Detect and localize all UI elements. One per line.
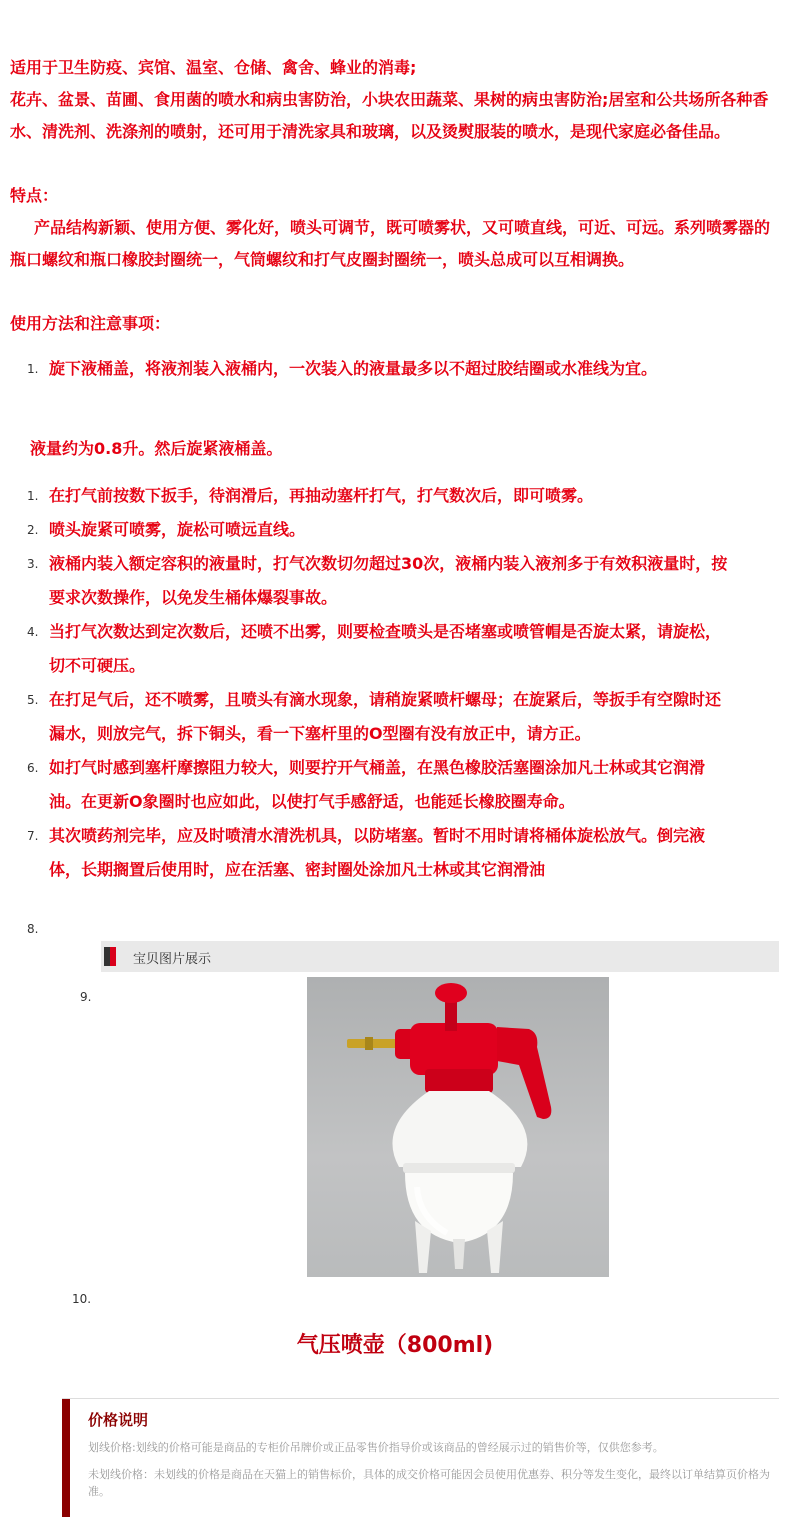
list-item [10,751,730,819]
list-item [10,819,730,887]
list-item-number: 8. [27,922,39,936]
list-item-number: 2. [27,523,39,537]
price-title: 价格说明 [88,1411,149,1429]
intro-line1: 适用于卫生防疫、宾馆、温室、仓储、禽舍、蜂业的消毒; [10,58,417,77]
sprayer-bottle-icon [307,977,609,1277]
list-item-text: 在打气前按数下扳手，待润滑后，再抽动塞杆打气，打气数次后，即可喷雾。 [49,486,594,505]
intro-paragraph: 花卉、盆景、苗圃、食用菌的喷水和病虫害防治，小块农田蔬菜、果树的病虫害防治;居室和公共场所各种香水、清洗剂、洗涤剂的喷射，还可用于清洗家具和玻璃，以及烫熨服装的喷水，是现代家庭必备佳品。 [10,90,769,141]
list-item-number: 1. [27,362,39,376]
list-item [10,683,730,751]
product-photo [307,977,609,1277]
list-item [10,479,730,513]
price-line-regular: 未划线价格：未划线的价格是商品在天猫上的销售标价，具体的成交价格可能因会员使用优惠券、积分等发生变化，最终以订单结算页价格为准。 [88,1468,770,1498]
usage-list-1 [10,352,730,386]
list-item-text: 其次喷药剂完毕，应及时喷清水清洗机具，以防堵塞。暂时不用时请将桶体旋松放气。倒完液体，长期搁置后使用时，应在活塞、密封圈处涂加凡士林或其它润滑油 [49,826,706,879]
list-item [10,615,730,683]
liquid-volume-note: 液量约为0.8升。然后旋紧液桶盖。 [30,439,283,458]
product-caption: 气压喷壶（800ml) [296,1333,494,1358]
list-item-text: 如打气时感到塞杆摩擦阻力较大，则要拧开气桶盖，在黑色橡胶活塞圈涂加凡士林或其它润滑油。在更新O象圈时也应如此，以使打气手感舒适，也能延长橡胶圈寿命。 [49,758,706,811]
list-item [10,547,730,615]
banner-label: 宝贝图片展示 [133,952,212,967]
price-line-strikethrough: 划线价格:划线的价格可能是商品的专柜价吊牌价或正品零售价指导价或该商品的曾经展示过的销售价等，仅供您参考。 [88,1441,664,1454]
list-item-number: 5. [27,693,39,707]
list-item-text: 在打足气后，还不喷雾，且喷头有滴水现象，请稍旋紧喷杆螺母；在旋紧后，等扳手有空隙时还漏水，则放完气，拆下铜头，看一下塞杆里的O型圈有没有放正中，请方正。 [49,690,722,743]
list-item [10,352,730,386]
list-item-text: 液桶内装入额定容积的液量时，打气次数切勿超过30次，液桶内装入液剂多于有效积液量时，按要求次数操作，以免发生桶体爆裂事故。 [49,554,728,607]
list-item-number: 3. [27,557,39,571]
list-item-text: 喷头旋紧可喷雾，旋松可喷远直线。 [49,520,306,539]
list-item-number: 6. [27,761,39,775]
list-item-number: 1. [27,489,39,503]
list-item-number: 7. [27,829,39,843]
features-heading: 特点： [10,186,59,205]
list-item-number: 4. [27,625,39,639]
list-item-text: 旋下液桶盖，将液剂装入液桶内，一次装入的液量最多以不超过胶结圈或水准线为宜。 [49,359,658,378]
banner-accent-icon [110,947,116,966]
usage-list-2 [10,479,730,887]
list-item [10,513,730,547]
list-item-number: 9. [80,990,92,1004]
features-text: 产品结构新颖、使用方便、雾化好，喷头可调节，既可喷雾状，又可喷直线，可近、可远。系列喷雾器的瓶口螺纹和瓶口橡胶封圈统一，气筒螺纹和打气皮圈封圈统一，喷头总成可以互相调换。 [10,218,771,269]
gallery-banner [101,941,779,972]
usage-heading: 使用方法和注意事项： [10,314,171,333]
list-item-number: 10. [72,1292,92,1306]
price-accent-bar [62,1399,70,1517]
list-item-text: 当打气次数达到定次数后，还喷不出雾，则要检查喷头是否堵塞或喷管帽是否旋太紧，请旋松，切不可硬压。 [49,622,722,675]
price-info-box [62,1398,779,1517]
